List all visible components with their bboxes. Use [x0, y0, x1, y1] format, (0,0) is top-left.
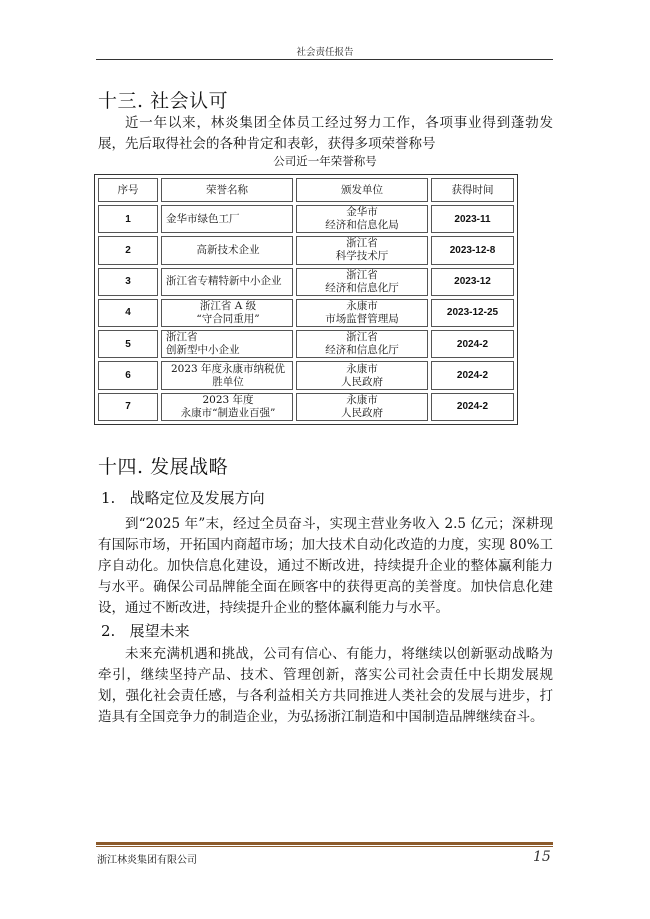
cell-honor-name: 金华市绿色工厂: [161, 205, 293, 233]
header-divider: [96, 59, 553, 60]
cell-number: 4: [98, 299, 158, 327]
table-row: [98, 268, 514, 296]
section-14-title: 十四. 发展战略: [98, 456, 229, 478]
cell-number: 3: [98, 268, 158, 296]
page-number: 15: [533, 849, 551, 865]
cell-date: 2023-12-8: [431, 236, 514, 264]
cell-number: 2: [98, 236, 158, 264]
cell-number: 5: [98, 330, 158, 358]
table-row: [98, 236, 514, 264]
table-row: [98, 205, 514, 233]
cell-honor-name: 浙江省 创新型中小企业: [161, 330, 293, 358]
strategy-paragraph: 到“2025 年”末，经过全员奋斗，实现主营业务收入 2.5 亿元；深耕现有国际市场，开拓国内商超市场；加大技术自动化改造的力度，实现 80%工序自动化。加快信息化建设，通过不断改进，持续提升企业的整体赢利能力与水平。确保公司品牌能全面在顾客中的获得更高的美誉度。加快信息化建设，通过不断改进，持续提升企业的整体赢利能力与水平。: [98, 516, 553, 616]
header-cell-date: 获得时间: [431, 178, 514, 202]
table-caption: 公司近一年荣誉称号: [273, 154, 377, 168]
cell-date: 2023-12-25: [431, 299, 514, 327]
cell-date: 2024-2: [431, 330, 514, 358]
table-row: [98, 330, 514, 358]
cell-date: 2024-2: [431, 361, 514, 389]
honors-table: [94, 174, 518, 425]
section-13-title: 十三. 社会认可: [98, 90, 229, 112]
header-cell-honor-name: 荣誉名称: [161, 178, 293, 202]
table-header-row: [98, 178, 514, 202]
cell-issuer: 金华市 经济和信息化局: [296, 205, 428, 233]
cell-number: 7: [98, 393, 158, 421]
cell-number: 6: [98, 361, 158, 389]
cell-number: 1: [98, 205, 158, 233]
cell-honor-name: 高新技术企业: [161, 236, 293, 264]
footer-rule-thick: [96, 842, 553, 845]
subsection-1-title: 战略定位及发展方向: [129, 489, 265, 507]
cell-issuer: 永康市 人民政府: [296, 361, 428, 389]
footer-rule-thin: [96, 846, 553, 847]
cell-date: 2023-12: [431, 268, 514, 296]
page-header-title: 社会责任报告: [296, 47, 354, 58]
cell-honor-name: 浙江省专精特新中小企业: [161, 268, 293, 296]
header-cell-number: 序号: [98, 178, 158, 202]
subsection-1-number: 1.: [101, 489, 116, 507]
outlook-paragraph: 未来充满机遇和挑战，公司有信心、有能力，将继续以创新驱动战略为牵引，继续坚持产品、技术、管理创新，落实公司社会责任中长期发展规划，强化社会责任感，与各利益相关方共同推进人类社会的发展与进步，打造具有全国竞争力的制造企业，为弘扬浙江制造和中国制造品牌继续奋斗。: [98, 646, 553, 725]
cell-issuer: 浙江省 经济和信息化厅: [296, 330, 428, 358]
cell-issuer: 永康市 市场监督管理局: [296, 299, 428, 327]
cell-honor-name: 2023 年度永康市纳税优 胜单位: [161, 361, 293, 389]
header-cell-issuer: 颁发单位: [296, 178, 428, 202]
subsection-2-number: 2.: [101, 622, 116, 640]
footer-company-name: 浙江林炎集团有限公司: [97, 855, 197, 866]
subsection-1-heading: [101, 487, 265, 508]
cell-date: 2024-2: [431, 393, 514, 421]
cell-honor-name: 2023 年度 永康市“制造业百强”: [161, 393, 293, 421]
section-13-intro: 近一年以来，林炎集团全体员工经过努力工作，各项事业得到蓬勃发展，先后取得社会的各种肯定和表彰，获得多项荣誉称号: [98, 115, 553, 152]
cell-issuer: 浙江省 经济和信息化厅: [296, 268, 428, 296]
cell-issuer: 永康市 人民政府: [296, 393, 428, 421]
cell-date: 2023-11: [431, 205, 514, 233]
subsection-2-heading: [101, 620, 190, 641]
table-row: [98, 361, 514, 389]
table-row: [98, 393, 514, 421]
table-row: [98, 299, 514, 327]
cell-issuer: 浙江省 科学技术厅: [296, 236, 428, 264]
subsection-2-title: 展望未来: [129, 622, 190, 640]
cell-honor-name: 浙江省 A 级 “守合同重用”: [161, 299, 293, 327]
